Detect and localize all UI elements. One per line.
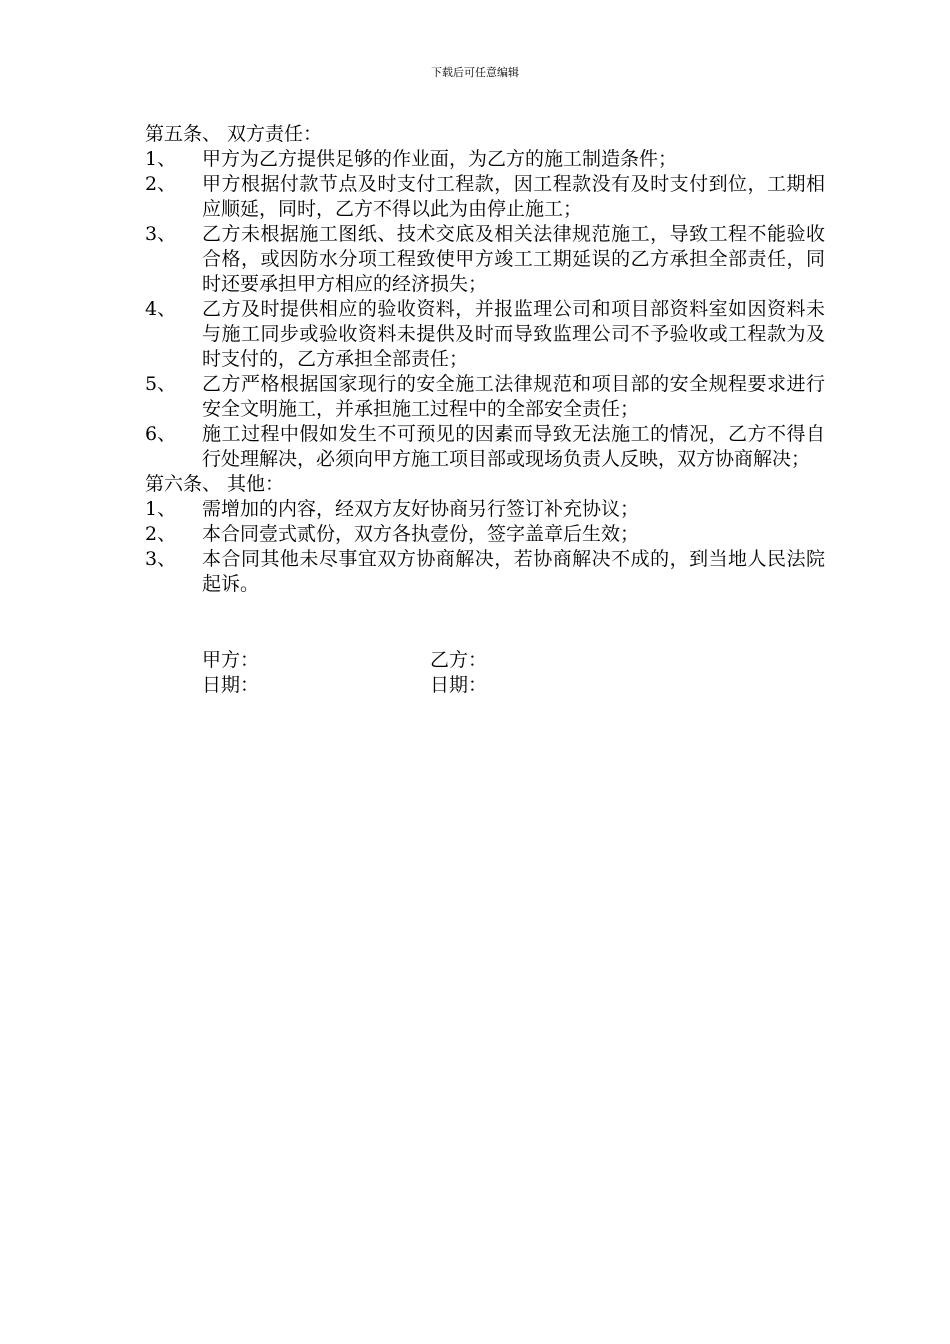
header-note: 下载后可任意编辑 [431,66,519,79]
list-item [145,147,825,172]
item-number: 3、 [145,548,177,570]
item-text: 施工过程中假如发生不可预见的因素而导致无法施工的情况，乙方不得自行处理解决，必须向甲方施工项目部或现场负责人反映，双方协商解决； [202,423,825,470]
list-item [145,522,825,547]
date-a-label: 日期： [202,674,260,696]
item-text: 本合同其他未尽事宜双方协商解决，若协商解决不成的，到当地人民法院起诉。 [202,548,825,595]
party-a-label: 甲方： [202,649,260,671]
document-body [145,122,825,597]
item-text: 乙方严格根据国家现行的安全施工法律规范和项目部的安全规程要求进行安全文明施工，并承担施工过程中的全部安全责任； [202,373,825,420]
section5-heading: 第五条、 双方责任： [145,123,323,145]
item-text: 乙方及时提供相应的验收资料，并报监理公司和项目部资料室如因资料未与施工同步或验收资料未提供及时而导致监理公司不予验收或工程款为及时支付的，乙方承担全部责任； [202,298,825,370]
list-item [145,547,825,597]
item-number: 6、 [145,423,177,445]
item-number: 1、 [145,148,177,170]
item-number: 5、 [145,373,177,395]
item-text: 甲方为乙方提供足够的作业面，为乙方的施工制造条件； [202,148,678,170]
date-b-label: 日期： [430,674,488,696]
list-item [145,172,825,222]
signature-block [202,648,658,698]
item-number: 2、 [145,173,177,195]
item-text: 本合同壹式贰份，双方各执壹份，签字盖章后生效； [202,523,640,545]
list-item [145,222,825,297]
list-item [145,422,825,472]
list-item [145,497,825,522]
item-number: 2、 [145,523,177,545]
item-text: 乙方未根据施工图纸、技术交底及相关法律规范施工，导致工程不能验收合格，或因防水分项工程致使甲方竣工工期延误的乙方承担全部责任，同时还要承担甲方相应的经济损失； [202,223,825,295]
party-b-label: 乙方： [430,649,488,671]
signature-date-row [202,673,658,698]
section6-heading: 第六条、 其他： [145,473,285,495]
list-item [145,372,825,422]
item-text: 甲方根据付款节点及时支付工程款，因工程款没有及时支付到位，工期相应顺延，同时，乙方不得以此为由停止施工； [202,173,825,220]
item-text: 需增加的内容，经双方友好协商另行签订补充协议； [202,498,640,520]
item-number: 4、 [145,298,177,320]
list-item [145,297,825,372]
item-number: 3、 [145,223,177,245]
item-number: 1、 [145,498,177,520]
signature-party-row [202,648,658,673]
